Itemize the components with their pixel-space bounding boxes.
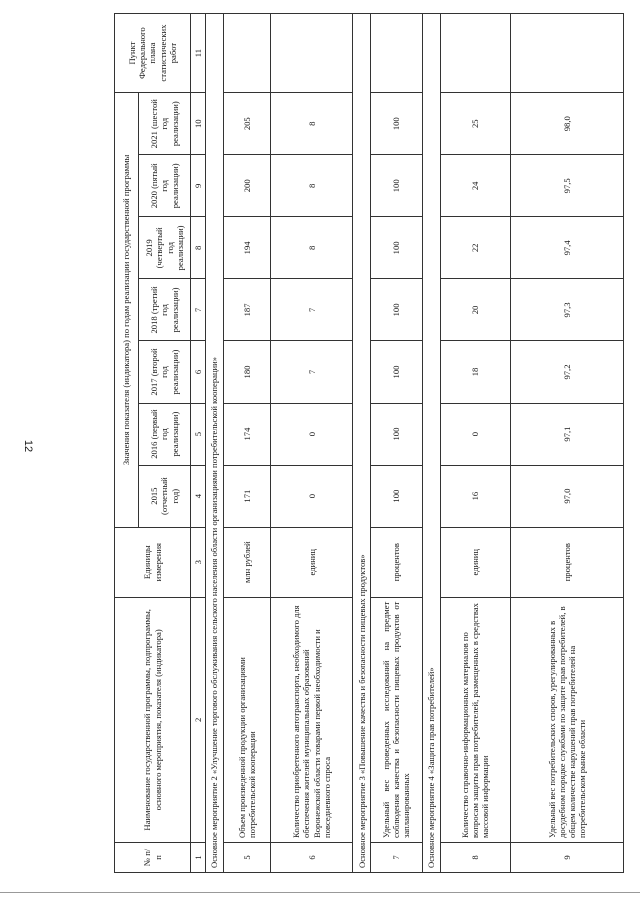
value-cell: 97,3 — [511, 279, 624, 341]
fed-plan-cell — [223, 14, 270, 93]
header-year: 2015 (отчетный год) — [139, 465, 191, 527]
header-year: 2021 (шестой год реализации) — [139, 93, 191, 155]
value-cell: 7 — [270, 279, 352, 341]
value-cell: 8 — [270, 217, 352, 279]
header-num: № п/п — [115, 842, 191, 872]
column-number: 4 — [191, 465, 206, 527]
value-cell: 100 — [371, 403, 423, 465]
value-cell: 0 — [270, 403, 352, 465]
header-year: 2019 (четвертый год реализации) — [139, 217, 191, 279]
column-number: 10 — [191, 93, 206, 155]
value-cell: 180 — [223, 341, 270, 403]
header-unit: Единицы измерения — [115, 527, 191, 597]
row-number: 5 — [223, 842, 270, 872]
section-row: Основное мероприятие 4 «Защита прав потребителей» — [422, 14, 440, 873]
value-cell: 171 — [223, 465, 270, 527]
section-row: Основное мероприятие 2 «Улучшение торгового обслуживания сельского населения области организациями потребительской кооперации» — [206, 14, 224, 873]
table-row — [511, 14, 624, 873]
value-cell: 0 — [270, 465, 352, 527]
header-year: 2017 (второй год реализации) — [139, 341, 191, 403]
value-cell: 20 — [440, 279, 511, 341]
fed-plan-cell — [371, 14, 423, 93]
value-cell: 174 — [223, 403, 270, 465]
row-number: 7 — [371, 842, 423, 872]
column-number: 8 — [191, 217, 206, 279]
value-cell: 100 — [371, 93, 423, 155]
indicator-name: Количество справочно-информационных материалов по вопросам защиты прав потребителей, размещенных в средствах массовой информации — [440, 597, 511, 842]
value-cell: 100 — [371, 341, 423, 403]
value-cell: 8 — [270, 93, 352, 155]
header-year: 2016 (первый год реализации) — [139, 403, 191, 465]
value-cell: 200 — [223, 155, 270, 217]
table-row — [440, 14, 511, 873]
value-cell: 194 — [223, 217, 270, 279]
header-fed-plan: Пункт Федерального плана статистических работ — [115, 14, 191, 93]
value-cell: 7 — [270, 341, 352, 403]
column-number: 9 — [191, 155, 206, 217]
fed-plan-cell — [270, 14, 352, 93]
value-cell: 16 — [440, 465, 511, 527]
fed-plan-cell — [440, 14, 511, 93]
header-year: 2018 (третий год реализации) — [139, 279, 191, 341]
column-number: 7 — [191, 279, 206, 341]
unit-cell: единиц — [270, 527, 352, 597]
unit-cell: процентов — [371, 527, 423, 597]
value-cell: 97,1 — [511, 403, 624, 465]
column-number: 6 — [191, 341, 206, 403]
column-number: 2 — [191, 597, 206, 842]
header-name: Наименование государственной программы, подпрограммы, основного мероприятия, показателя (индикатора) — [115, 597, 191, 842]
table-row — [371, 14, 423, 873]
row-number: 6 — [270, 842, 352, 872]
table-row — [223, 14, 270, 873]
value-cell: 8 — [270, 155, 352, 217]
value-cell: 24 — [440, 155, 511, 217]
indicator-name: Удельный вес потребительских споров, урегулированных в досудебном порядке службами по защите прав потребителей, в общем количестве нарушений прав потребителей на потребительском рынке области — [511, 597, 624, 842]
column-number: 1 — [191, 842, 206, 872]
row-number: 9 — [511, 842, 624, 872]
rotated-table-container — [114, 13, 624, 873]
value-cell: 100 — [371, 279, 423, 341]
row-number: 8 — [440, 842, 511, 872]
page-number: 12 — [22, 439, 34, 453]
column-number: 5 — [191, 403, 206, 465]
column-number: 3 — [191, 527, 206, 597]
header-values-group: Значения показателя (индикатора) по годам реализации государственной программы — [115, 93, 139, 528]
indicators-table — [114, 13, 624, 873]
table-row — [270, 14, 352, 873]
indicator-name: Объем произведенной продукции организациями потребительской кооперации — [223, 597, 270, 842]
value-cell: 100 — [371, 465, 423, 527]
value-cell: 98,0 — [511, 93, 624, 155]
column-number: 11 — [191, 14, 206, 93]
fed-plan-cell — [511, 14, 624, 93]
header-year: 2020 (пятый год реализации) — [139, 155, 191, 217]
value-cell: 100 — [371, 155, 423, 217]
value-cell: 97,0 — [511, 465, 624, 527]
value-cell: 100 — [371, 217, 423, 279]
value-cell: 97,5 — [511, 155, 624, 217]
indicator-name: Количество приобретенного автотранспорта, необходимого для обеспечения жителей муниципальных образований Воронежской области товарами первой необходимости и повседневного спроса — [270, 597, 352, 842]
value-cell: 25 — [440, 93, 511, 155]
value-cell: 22 — [440, 217, 511, 279]
unit-cell: единиц — [440, 527, 511, 597]
value-cell: 0 — [440, 403, 511, 465]
value-cell: 97,4 — [511, 217, 624, 279]
section-row: Основное мероприятие 3 «Повышение качества и безопасности пищевых продуктов» — [353, 14, 371, 873]
page-bottom-rule — [0, 892, 640, 893]
unit-cell: процентов — [511, 527, 624, 597]
indicator-name: Удельный вес проведенных исследований на предмет соблюдения качества и безопасности пищевых продуктов от запланированных — [371, 597, 423, 842]
value-cell: 187 — [223, 279, 270, 341]
value-cell: 97,2 — [511, 341, 624, 403]
value-cell: 18 — [440, 341, 511, 403]
value-cell: 205 — [223, 93, 270, 155]
unit-cell: млн рублей — [223, 527, 270, 597]
